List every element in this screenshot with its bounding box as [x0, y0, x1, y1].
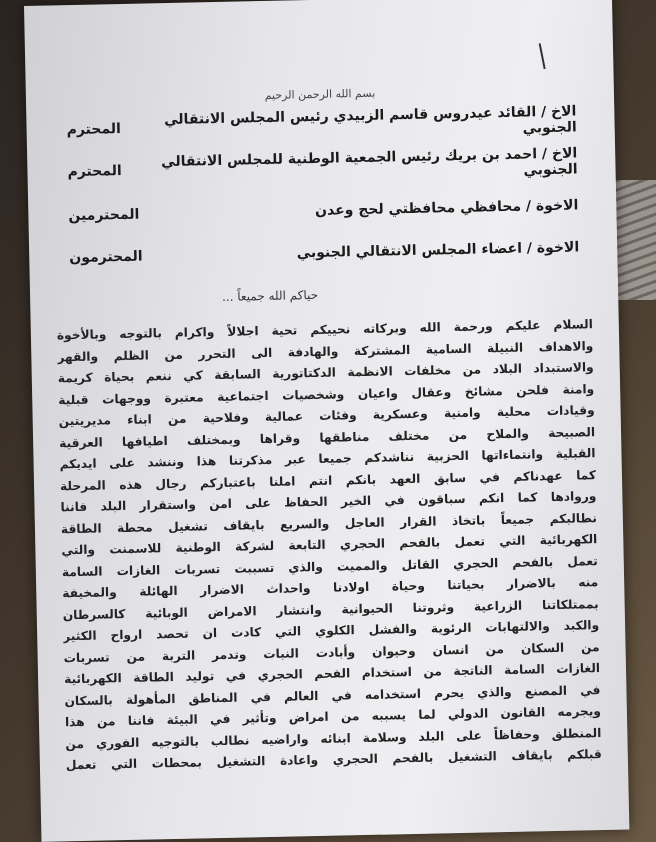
- letter-page: [24, 0, 629, 842]
- body-line: والاستبداد البلاد من مخلفات الانظمة الدكتاتورية السابقة كي ننعم بحياة كريمة: [57, 360, 594, 386]
- body-line: كما عهدناكم في سابق العهد بانكم انتم املنا باعتباركم رجال هذه المرحلة: [59, 467, 597, 493]
- addressee-line-2: [67, 145, 578, 183]
- addressee-name: الاخوة / محافظي محافظتي لحج وعدن: [314, 197, 579, 219]
- body-line: وامنة فلحن مشائخ وعقال واعيان وشخصيات اجتماعية معتبرة ووجهات قبلية: [58, 381, 595, 407]
- body-line: وقيادات محلية وامنية وعسكرية وفئات عمالية وفلاحية من ابناء مديريتين: [58, 403, 595, 429]
- addressee-honorific: المحترمون: [69, 248, 143, 267]
- addressee-line-4: [69, 236, 579, 269]
- body-line: القبلية وانتماءاتها الحزبية نناشدكم جميعا عبر مذكرتنا هذا وننشد على ايديكم: [59, 446, 596, 472]
- basmala-heading: بسم الله الرحمن الرحيم: [264, 86, 376, 102]
- body-line: المنطلق وحفاظاً على البلد وسلامة ابنائه واراضيه نطالب بالتوجيه الفوري من: [65, 725, 602, 751]
- addressee-name: الاخ / احمد بن بريك رئيس الجمعية الوطنية للمجلس الانتقالي الجنوبي: [161, 145, 578, 179]
- body-line: وروادها كما انكم سباقون في الخير الحفاظ على امن واستقرار البلد فاننا: [60, 489, 597, 515]
- letter-body: [57, 314, 602, 777]
- greeting: حياكم الله جميعاً ...: [221, 287, 319, 304]
- body-line: الكهربائية التي تعمل بالفحم الحجري التابعة لشركة الوطنية للاسمنت والتي: [61, 532, 598, 558]
- addressee-line-3: [68, 194, 578, 227]
- body-line: من السكان من انسان وحيوان وأبادت النبات وتدمر التربة من تسربات: [63, 639, 600, 665]
- pen-mark: [539, 43, 546, 69]
- body-line: السلام عليكم ورحمة الله وبركاته نحييكم تحية اجلالاً واكرام بالتوجه وبالأخوة: [56, 317, 593, 343]
- body-line: الصبيحة والملاح من مختلف مناطقها وقراها وبمختلف اطيافها العرقية: [59, 424, 596, 450]
- body-line: منه بالاضرار بحياتنا وحياة اولادنا واحداث الاضرار الهائلة والمخيفة: [62, 575, 599, 601]
- body-line: الغازات السامة الناتجة من استخدام الفحم الحجري في توليد الطاقة الكهربائية: [63, 661, 601, 687]
- addressee-line-1: [66, 103, 577, 141]
- addressee-honorific: المحترم: [66, 121, 121, 139]
- addressee-honorific: المحترمين: [68, 206, 140, 225]
- body-line: نطالبكم جميعاً باتخاذ القرار العاجل والسريع بايقاف تشغيل محطة الطاقة: [60, 510, 597, 536]
- addressee-name: الاخ / القائد عيدروس قاسم الزبيدي رئيس المجلس الانتقالي الجنوبي: [164, 103, 577, 137]
- body-line: والكبد والالتهابات الرئوية والفشل الكلوي التي كادت ان تحصد ارواح الكثير: [63, 618, 600, 644]
- body-line: قبلكم بايقاف التشغيل بالفحم الحجري واعادة التشغيل بمحطات التي تعمل: [65, 747, 602, 773]
- body-line: تعمل بالفحم الحجري القاتل والمميت والذي تسببت تسربات الغازات السامة: [61, 553, 598, 579]
- addressee-honorific: المحترم: [67, 162, 122, 181]
- body-line: والاهداف النبيلة السامية المشتركة والهادفة الى التحرر من الظلم والقهر: [57, 338, 594, 364]
- body-line: ويجرمه القانون الدولي لما يسببه من امراض وتأثير في البيئة فاننا من هذا: [64, 704, 602, 730]
- addressee-name: الاخوة / اعضاء المجلس الانتقالي الجنوبي: [296, 239, 580, 262]
- body-line: في المصنع والذي يحرم استخدامه في العالم في المناطق المأهولة بالسكان: [64, 682, 601, 708]
- body-line: بممتلكاتنا الزراعية وثروتنا الحيوانية وانتشار الامراض الوبائية كالسرطان: [62, 596, 599, 622]
